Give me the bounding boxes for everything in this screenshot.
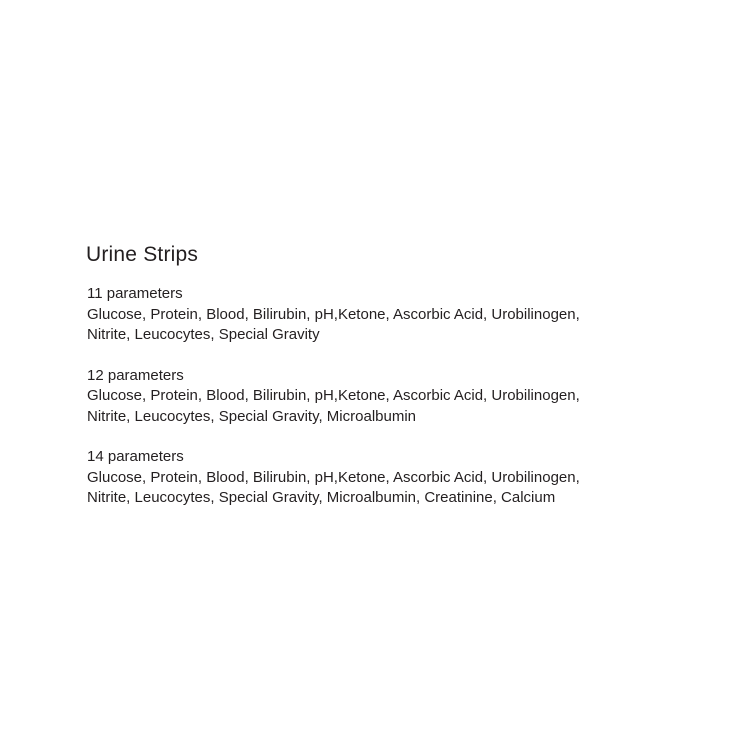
parameter-list-line: Nitrite, Leucocytes, Special Gravity (87, 326, 320, 343)
page-title: Urine Strips (86, 243, 199, 266)
parameter-group-label: 14 parameters (87, 448, 184, 465)
parameter-list-line: Nitrite, Leucocytes, Special Gravity, Microalbumin (87, 407, 417, 425)
product-description (86, 240, 686, 529)
parameter-list-line: Glucose, Protein, Blood, Bilirubin, pH,Ketone, Ascorbic Acid, Urobilinogen, (87, 305, 580, 323)
parameter-group-label: 11 parameters (87, 285, 183, 302)
parameter-group-11 (87, 284, 686, 346)
parameter-group-14 (87, 447, 686, 509)
parameter-list-line: Glucose, Protein, Blood, Bilirubin, pH,Ketone, Ascorbic Acid, Urobilinogen, (87, 468, 580, 486)
parameter-group-label: 12 parameters (87, 366, 184, 384)
parameter-list-line: Glucose, Protein, Blood, Bilirubin, pH,Ketone, Ascorbic Acid, Urobilinogen, (87, 387, 580, 404)
parameter-list-line: Nitrite, Leucocytes, Special Gravity, Microalbumin, Creatinine, Calcium (87, 489, 556, 506)
parameter-group-12 (87, 366, 686, 428)
